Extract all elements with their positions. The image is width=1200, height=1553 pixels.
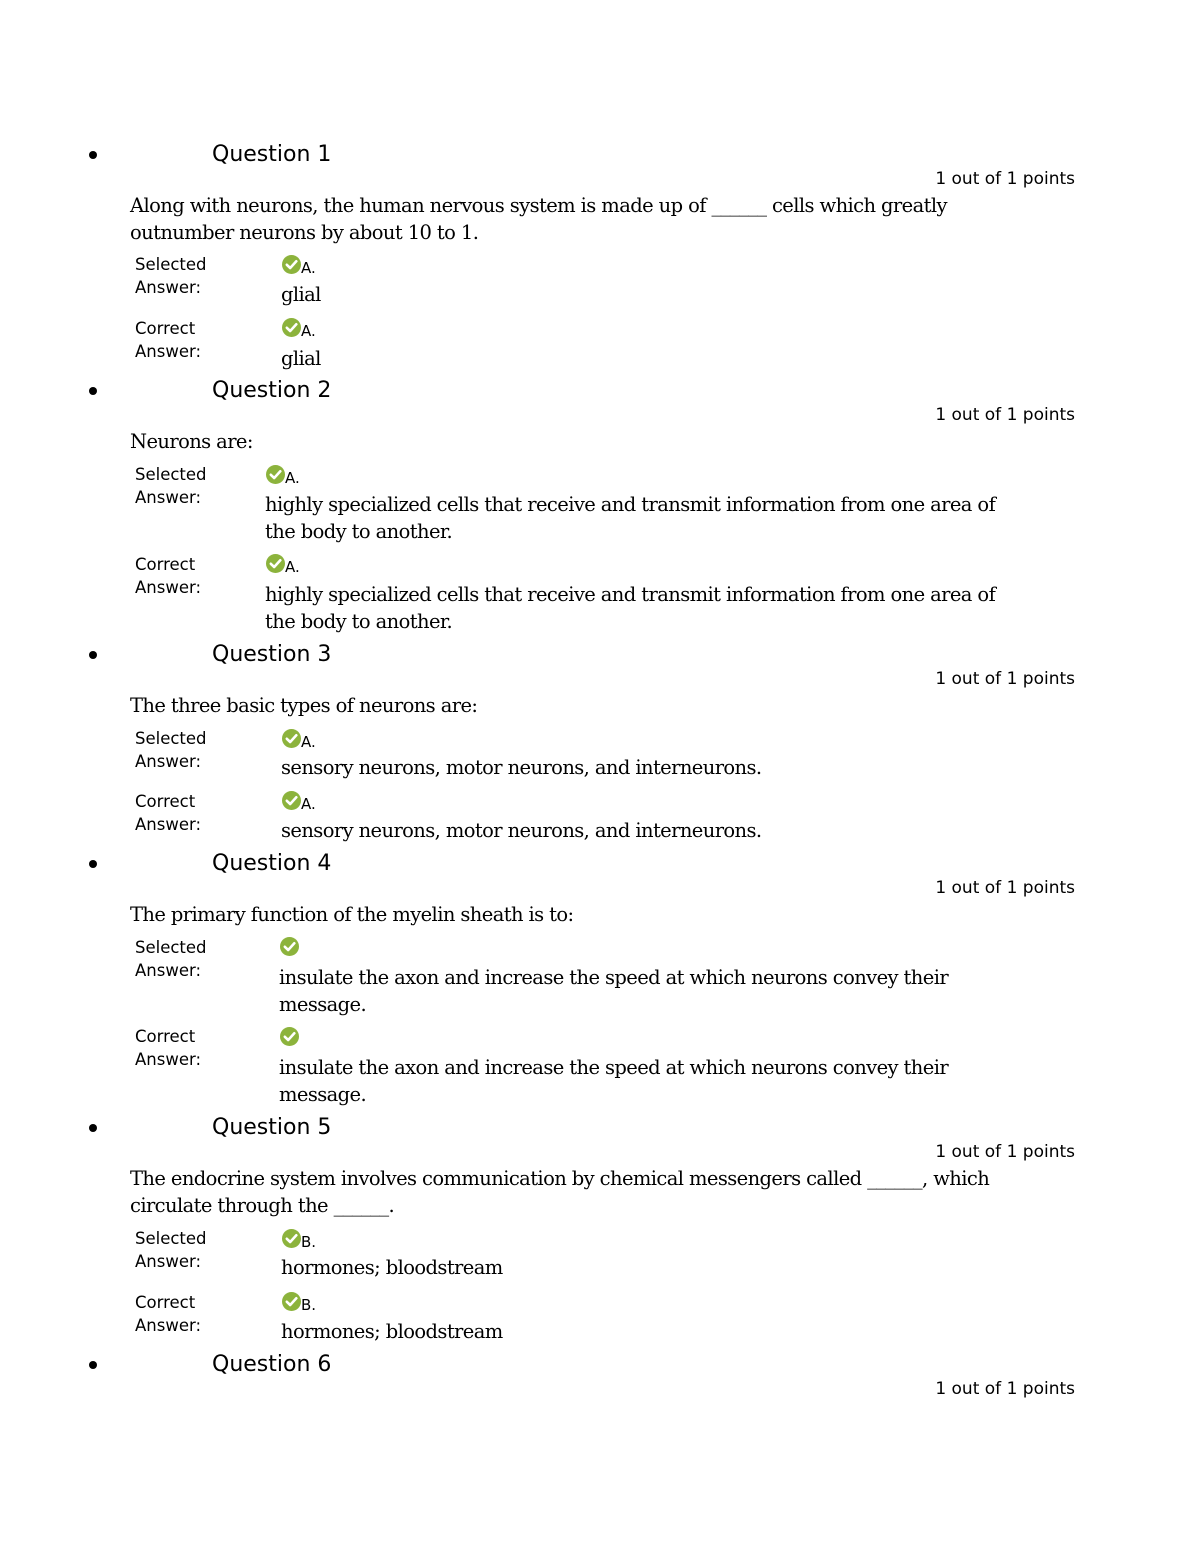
- question-title: Question 2: [212, 378, 332, 403]
- selected-answer-text: glial: [281, 283, 321, 306]
- question-text: Along with neurons, the human nervous system is made up of ______ cells which greatly outnumber neurons by about 10 to 1.: [130, 194, 947, 244]
- question-text: The endocrine system involves communication by chemical messengers called ______, which circulate through the ______.: [130, 1167, 990, 1217]
- answer-letter: B.: [301, 1296, 317, 1314]
- correct-answer-header: [266, 554, 300, 576]
- question-title: Question 4: [212, 851, 332, 876]
- check-icon: [266, 465, 285, 484]
- answer-letter: A.: [285, 469, 300, 487]
- selected-answer-header: [282, 255, 316, 277]
- correct-answer-label: Correct Answer:: [135, 555, 202, 597]
- selected-answer-text: sensory neurons, motor neurons, and interneurons.: [281, 756, 762, 779]
- question-title: Question 5: [212, 1115, 332, 1140]
- question-text: Neurons are:: [130, 430, 253, 453]
- selected-answer-label: Selected Answer:: [135, 1229, 207, 1271]
- answer-letter: B.: [301, 1233, 317, 1251]
- question-title: Question 1: [212, 142, 332, 167]
- correct-answer-label: Correct Answer:: [135, 792, 202, 834]
- question-points: 1 out of 1 points: [935, 1379, 1075, 1399]
- correct-answer-text: insulate the axon and increase the speed at which neurons convey their message.: [279, 1056, 949, 1106]
- question-title: Question 3: [212, 642, 332, 667]
- bullet-icon: [89, 651, 97, 659]
- check-icon: [282, 729, 301, 748]
- check-icon: [282, 318, 301, 337]
- selected-answer-header: [280, 937, 299, 959]
- selected-answer-text: highly specialized cells that receive and transmit information from one area of the body to another.: [265, 493, 996, 543]
- selected-answer-label: Selected Answer:: [135, 465, 207, 507]
- check-icon: [280, 937, 299, 956]
- correct-answer-text: sensory neurons, motor neurons, and interneurons.: [281, 819, 762, 842]
- selected-answer-text: insulate the axon and increase the speed at which neurons convey their message.: [279, 966, 949, 1016]
- selected-answer-text: hormones; bloodstream: [281, 1256, 503, 1279]
- check-icon: [266, 554, 285, 573]
- question-text: The three basic types of neurons are:: [130, 694, 478, 717]
- selected-answer-header: [266, 465, 300, 487]
- question-points: 1 out of 1 points: [935, 405, 1075, 425]
- selected-answer-label: Selected Answer:: [135, 255, 207, 297]
- answer-letter: A.: [301, 733, 316, 751]
- correct-answer-text: highly specialized cells that receive and transmit information from one area of the body to another.: [265, 583, 996, 633]
- correct-answer-header: [282, 791, 316, 813]
- answer-letter: A.: [285, 558, 300, 576]
- bullet-icon: [89, 860, 97, 868]
- question-points: 1 out of 1 points: [935, 169, 1075, 189]
- selected-answer-label: Selected Answer:: [135, 729, 207, 771]
- correct-answer-header: [282, 1292, 316, 1314]
- answer-letter: A.: [301, 259, 316, 277]
- selected-answer-header: [282, 729, 316, 751]
- check-icon: [282, 1229, 301, 1248]
- correct-answer-label: Correct Answer:: [135, 1027, 202, 1069]
- correct-answer-header: [282, 318, 316, 340]
- check-icon: [282, 791, 301, 810]
- question-points: 1 out of 1 points: [935, 1142, 1075, 1162]
- answer-letter: A.: [301, 795, 316, 813]
- bullet-icon: [89, 1124, 97, 1132]
- check-icon: [282, 1292, 301, 1311]
- correct-answer-text: hormones; bloodstream: [281, 1320, 503, 1343]
- correct-answer-label: Correct Answer:: [135, 1293, 202, 1335]
- correct-answer-header: [280, 1027, 299, 1049]
- question-points: 1 out of 1 points: [935, 669, 1075, 689]
- answer-letter: A.: [301, 322, 316, 340]
- question-title: Question 6: [212, 1352, 332, 1377]
- bullet-icon: [89, 387, 97, 395]
- bullet-icon: [89, 1361, 97, 1369]
- bullet-icon: [89, 151, 97, 159]
- correct-answer-label: Correct Answer:: [135, 319, 202, 361]
- check-icon: [282, 255, 301, 274]
- correct-answer-text: glial: [281, 347, 321, 370]
- question-points: 1 out of 1 points: [935, 878, 1075, 898]
- question-text: The primary function of the myelin sheath is to:: [130, 903, 574, 926]
- selected-answer-label: Selected Answer:: [135, 938, 207, 980]
- selected-answer-header: [282, 1229, 316, 1251]
- check-icon: [280, 1027, 299, 1046]
